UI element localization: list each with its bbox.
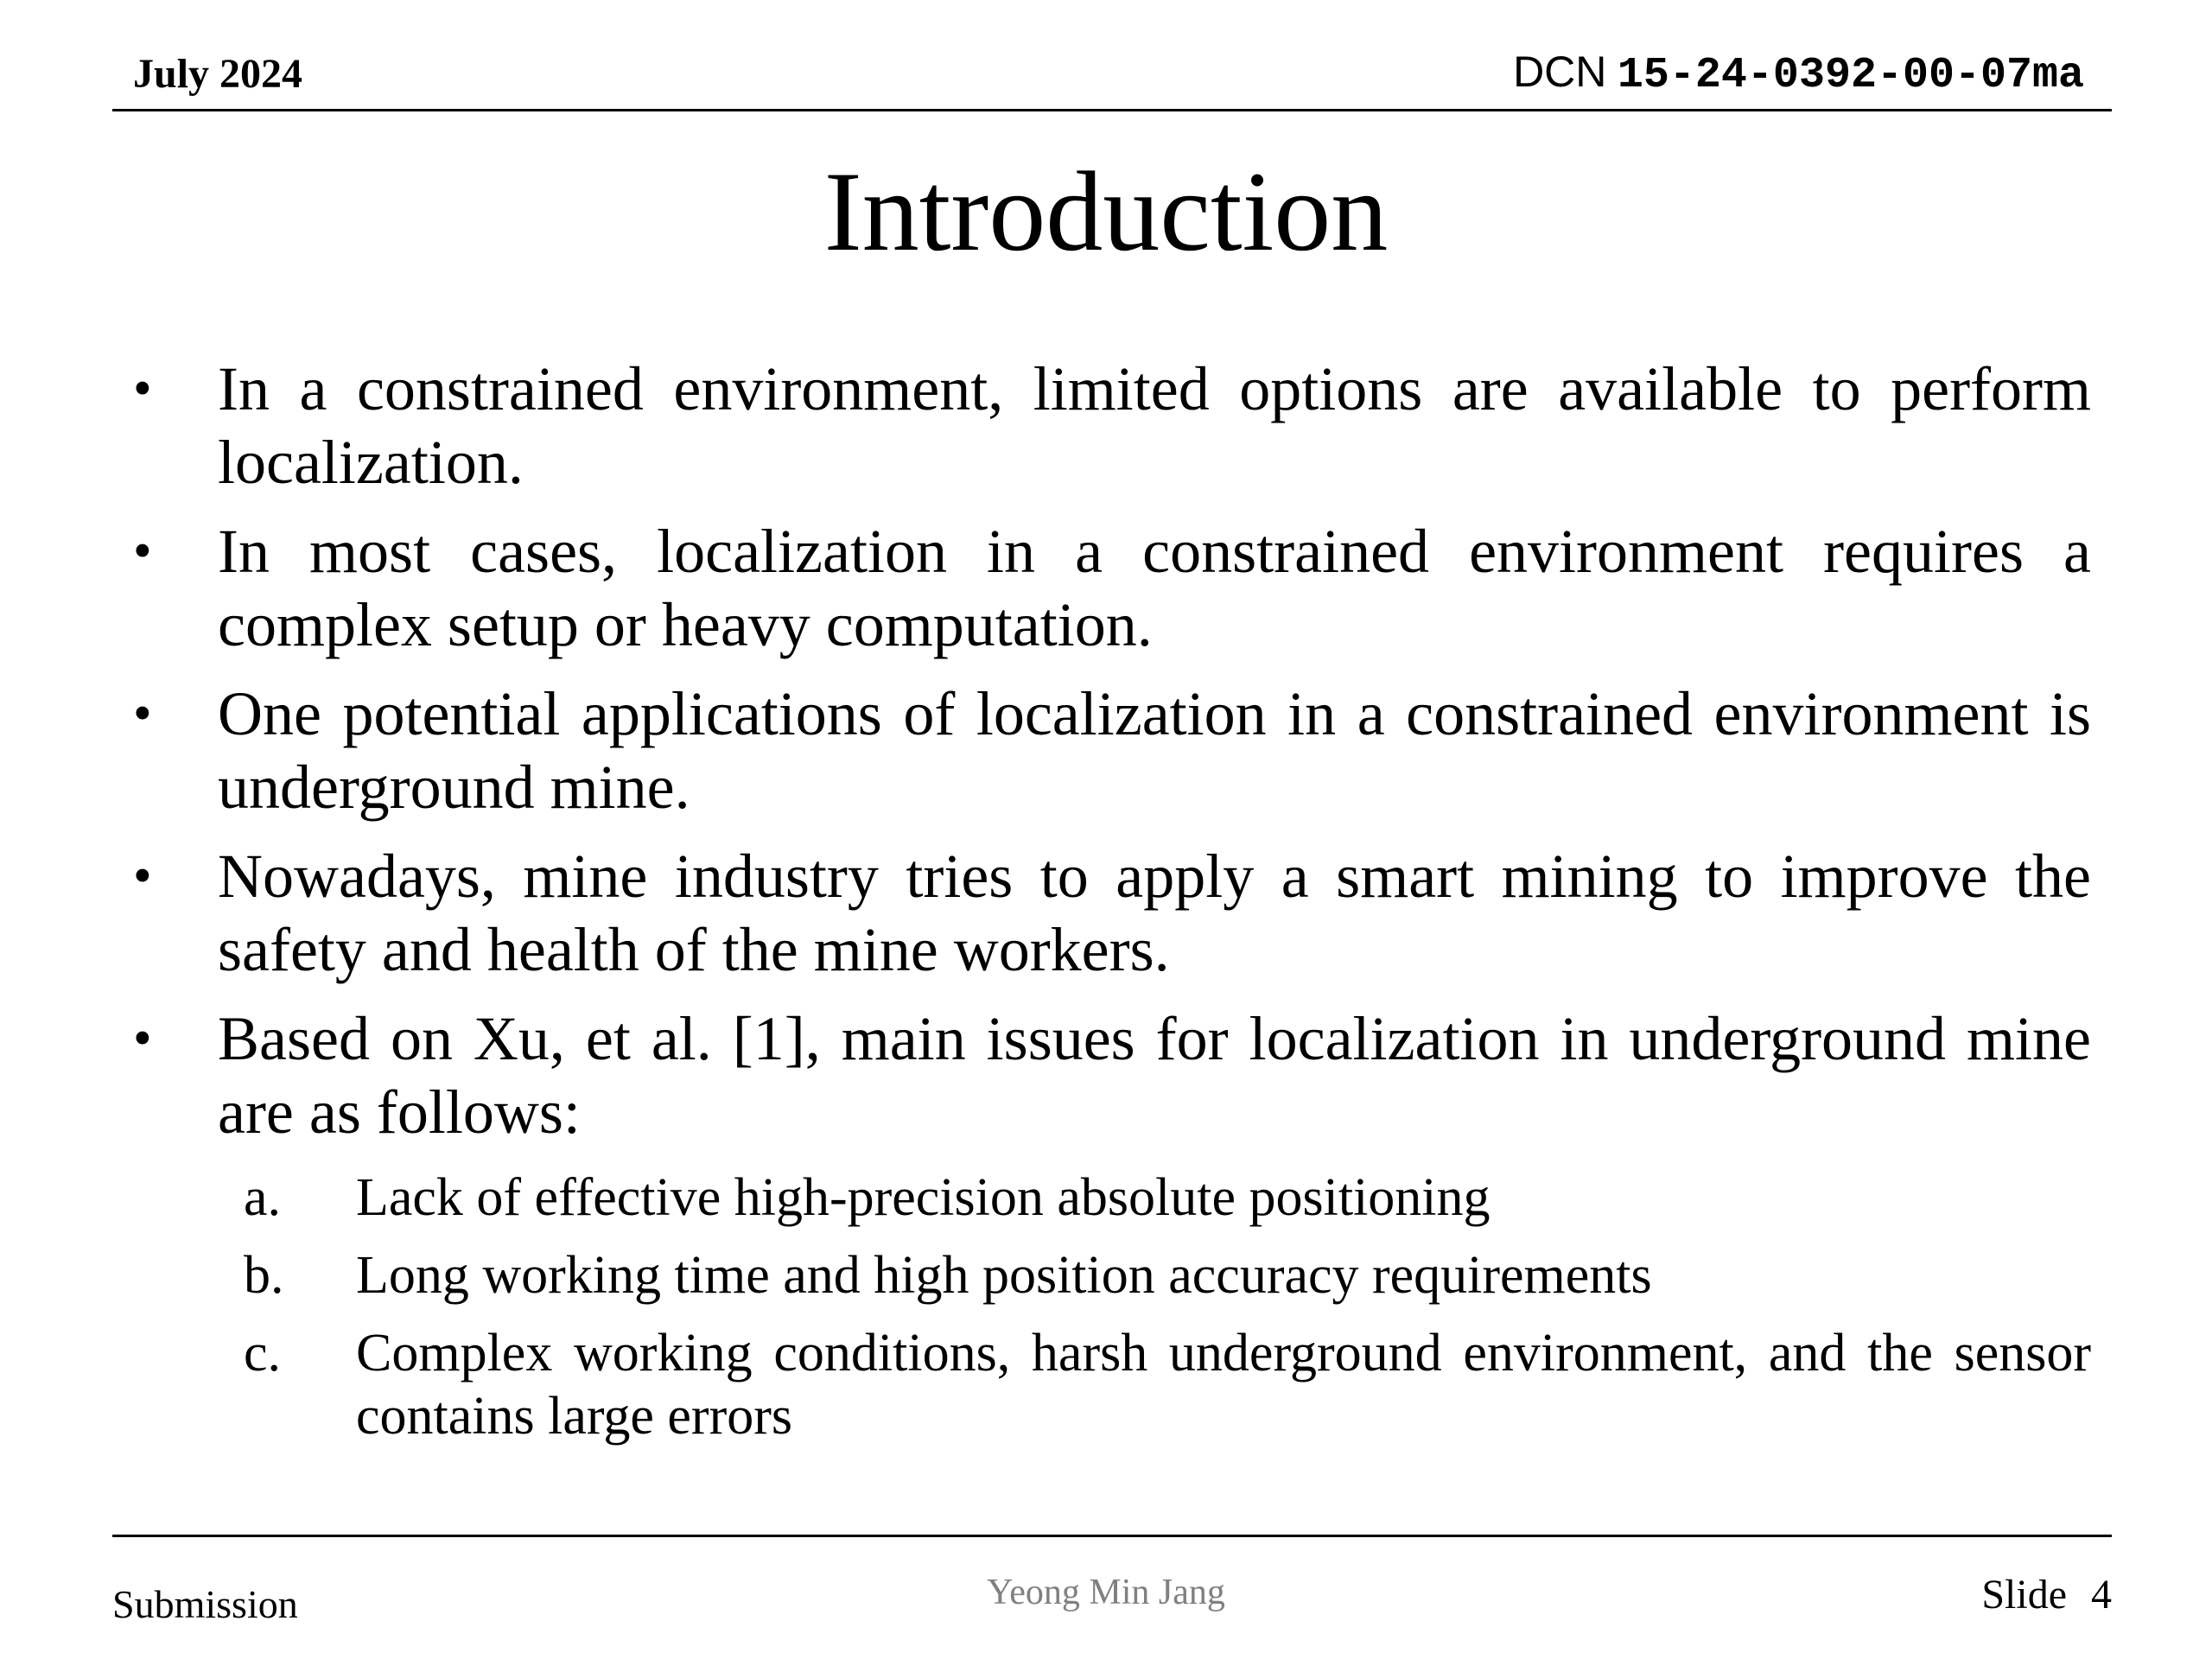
header-dcn bbox=[1513, 47, 2084, 101]
bullet-text: Based on Xu, et al. [1], main issues for localization in underground mine are as follows: bbox=[218, 1004, 2091, 1147]
sub-item-marker: b. bbox=[244, 1246, 284, 1305]
slide-number-value: 4 bbox=[2091, 1572, 2112, 1618]
bullet-list bbox=[130, 353, 2091, 1165]
sub-item bbox=[244, 1166, 2091, 1230]
dcn-prefix: DCN bbox=[1513, 48, 1607, 96]
bullet-marker: • bbox=[133, 847, 152, 906]
slide-label: Slide bbox=[1981, 1572, 2067, 1618]
bullet-item bbox=[130, 677, 2091, 824]
slide-title: Introduction bbox=[823, 148, 1389, 275]
sub-item bbox=[244, 1322, 2091, 1448]
bullet-item bbox=[130, 515, 2091, 662]
dcn-number: 15-24-0392-00-07ma bbox=[1617, 51, 2084, 100]
footer-divider bbox=[112, 1535, 2112, 1537]
sub-item-text: Complex working conditions, harsh underground environment, and the sensor contains large errors bbox=[356, 1324, 2091, 1446]
bullet-item bbox=[130, 1002, 2091, 1149]
bullet-text: In most cases, localization in a constrained environment requires a complex setup or heavy computation. bbox=[218, 517, 2091, 659]
sub-item-text: Lack of effective high-precision absolute positioning bbox=[356, 1168, 1491, 1227]
bullet-marker: • bbox=[133, 359, 152, 418]
footer-author: Yeong Min Jang bbox=[987, 1573, 1225, 1612]
sub-item bbox=[244, 1244, 2091, 1307]
bullet-text: One potential applications of localization in a constrained environment is underground mine. bbox=[218, 679, 2091, 822]
bullet-text: In a constrained environment, limited options are available to perform localization. bbox=[218, 354, 2091, 497]
footer-submission: Submission bbox=[112, 1582, 298, 1626]
sub-item-text: Long working time and high position accuracy requirements bbox=[356, 1246, 1652, 1305]
header-divider bbox=[112, 109, 2112, 111]
header-date: July 2024 bbox=[133, 51, 303, 97]
sub-item-marker: a. bbox=[244, 1168, 282, 1227]
bullet-item bbox=[130, 840, 2091, 987]
bullet-text: Nowadays, mine industry tries to apply a smart mining to improve the safety and health of the mine workers. bbox=[218, 842, 2091, 984]
bullet-marker: • bbox=[133, 1009, 152, 1068]
bullet-marker: • bbox=[133, 684, 152, 743]
sub-item-marker: c. bbox=[244, 1324, 282, 1382]
bullet-marker: • bbox=[133, 522, 152, 581]
sub-list bbox=[244, 1166, 2091, 1463]
bullet-item bbox=[130, 353, 2091, 499]
slide-number bbox=[1981, 1571, 2112, 1619]
